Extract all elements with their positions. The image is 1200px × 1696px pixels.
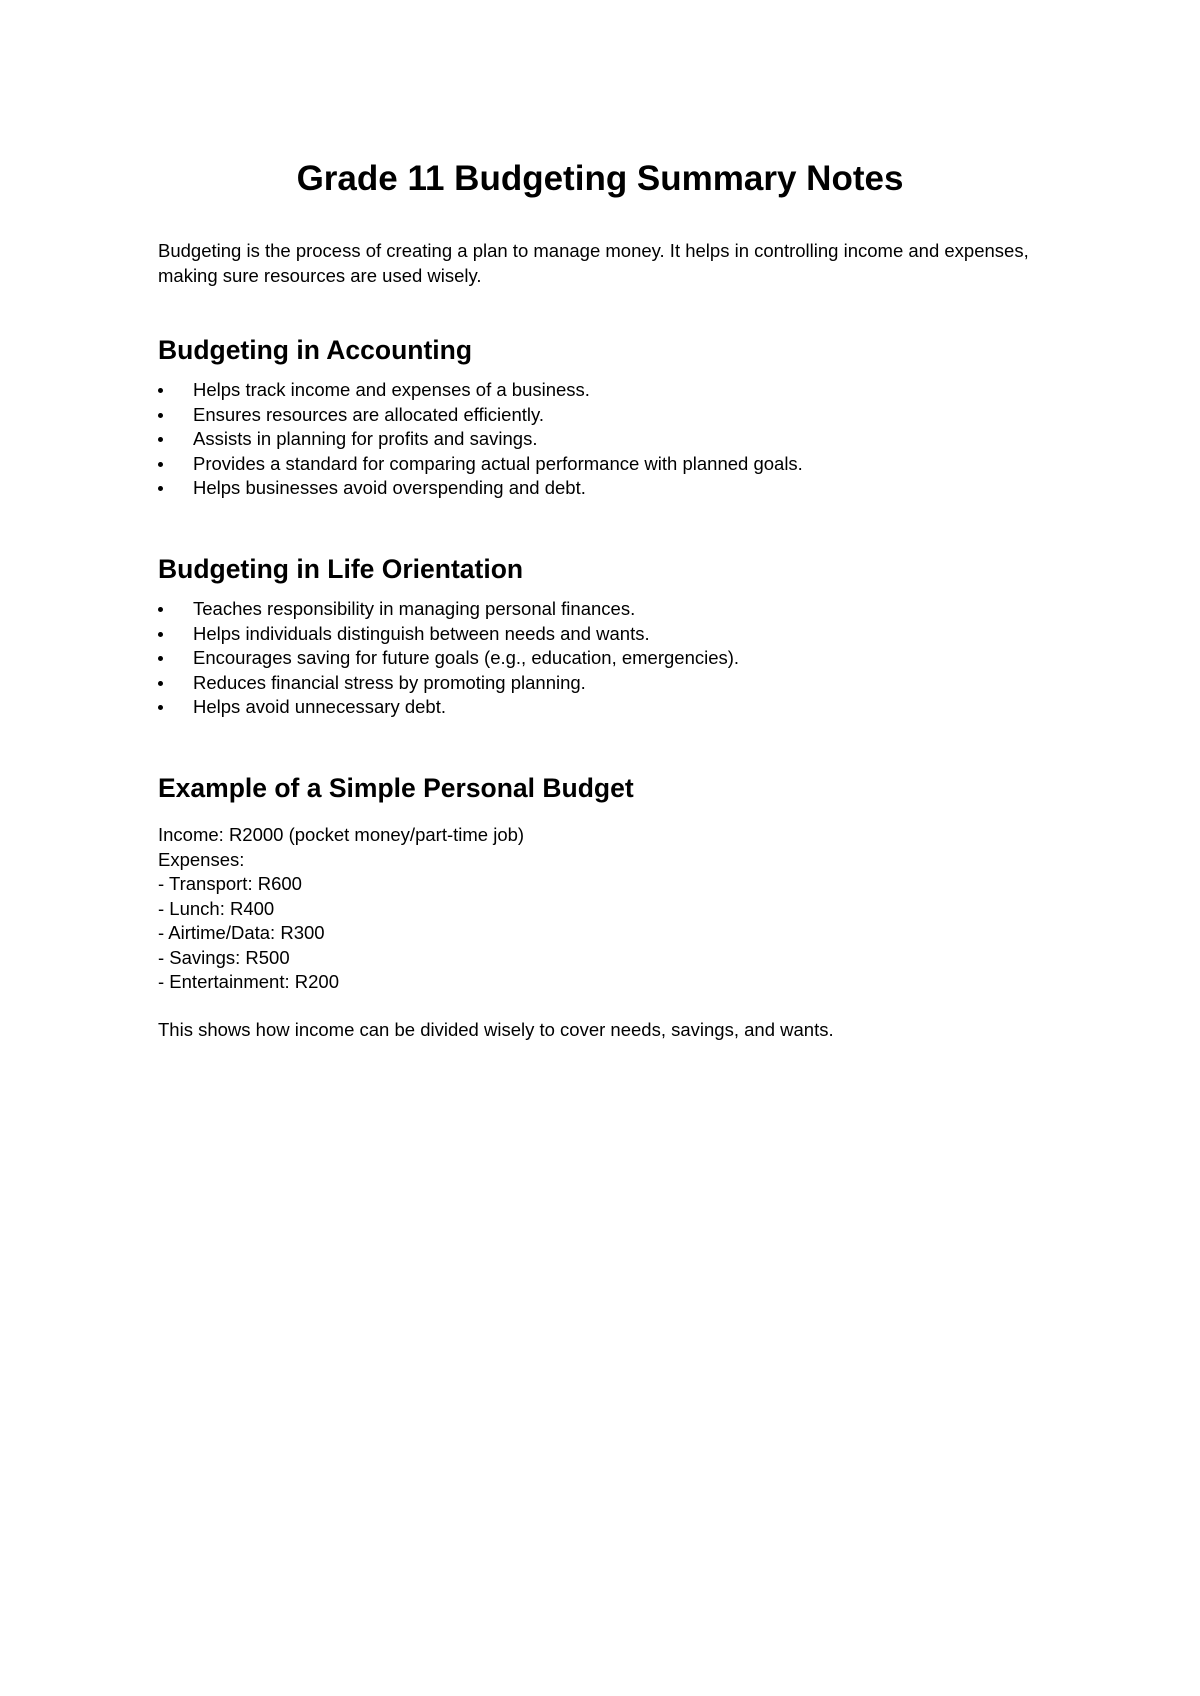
intro-paragraph: Budgeting is the process of creating a plan to manage money. It helps in controlling income and expenses, making sure resources are used wisely. bbox=[158, 240, 1029, 286]
expense-line: - Savings: R500 bbox=[158, 946, 290, 968]
bullet-icon bbox=[158, 632, 163, 637]
section-heading-life-orientation: Budgeting in Life Orientation bbox=[158, 554, 524, 584]
expense-line: - Airtime/Data: R300 bbox=[158, 922, 325, 943]
expense-line: - Lunch: R400 bbox=[158, 897, 275, 919]
page-title: Grade 11 Budgeting Summary Notes bbox=[296, 159, 904, 198]
bullet-icon bbox=[158, 413, 163, 418]
bullet-icon bbox=[158, 681, 163, 686]
example-budget-lines bbox=[158, 823, 524, 995]
expense-line: - Entertainment: R200 bbox=[158, 971, 339, 992]
list-item: Helps businesses avoid overspending and debt. bbox=[158, 476, 1058, 501]
list-item: Helps avoid unnecessary debt. bbox=[158, 695, 1058, 720]
list-item: Ensures resources are allocated efficiently. bbox=[158, 403, 1058, 428]
expenses-label: Expenses: bbox=[158, 848, 245, 870]
bullet-icon bbox=[158, 607, 163, 612]
closing-paragraph: This shows how income can be divided wisely to cover needs, savings, and wants. bbox=[158, 1019, 834, 1040]
income-line: Income: R2000 (pocket money/part-time job) bbox=[158, 824, 525, 845]
section-heading-accounting: Budgeting in Accounting bbox=[158, 335, 473, 365]
list-item: Encourages saving for future goals (e.g., education, emergencies). bbox=[158, 646, 1058, 671]
bullet-icon bbox=[158, 462, 163, 467]
list-item: Reduces financial stress by promoting planning. bbox=[158, 671, 1058, 696]
bullet-icon bbox=[158, 388, 163, 393]
list-item: Helps individuals distinguish between needs and wants. bbox=[158, 622, 1058, 647]
list-item: Helps track income and expenses of a business. bbox=[158, 378, 1058, 403]
expense-line: - Transport: R600 bbox=[158, 873, 302, 894]
life-orientation-bullet-list bbox=[158, 597, 1058, 720]
bullet-icon bbox=[158, 486, 163, 491]
accounting-bullet-list bbox=[158, 378, 1058, 501]
bullet-icon bbox=[158, 437, 163, 442]
bullet-icon bbox=[158, 656, 163, 661]
list-item: Provides a standard for comparing actual performance with planned goals. bbox=[158, 452, 1058, 477]
section-heading-example-budget: Example of a Simple Personal Budget bbox=[158, 773, 634, 803]
bullet-icon bbox=[158, 705, 163, 710]
list-item: Assists in planning for profits and savings. bbox=[158, 427, 1058, 452]
list-item: Teaches responsibility in managing personal finances. bbox=[158, 597, 1058, 622]
